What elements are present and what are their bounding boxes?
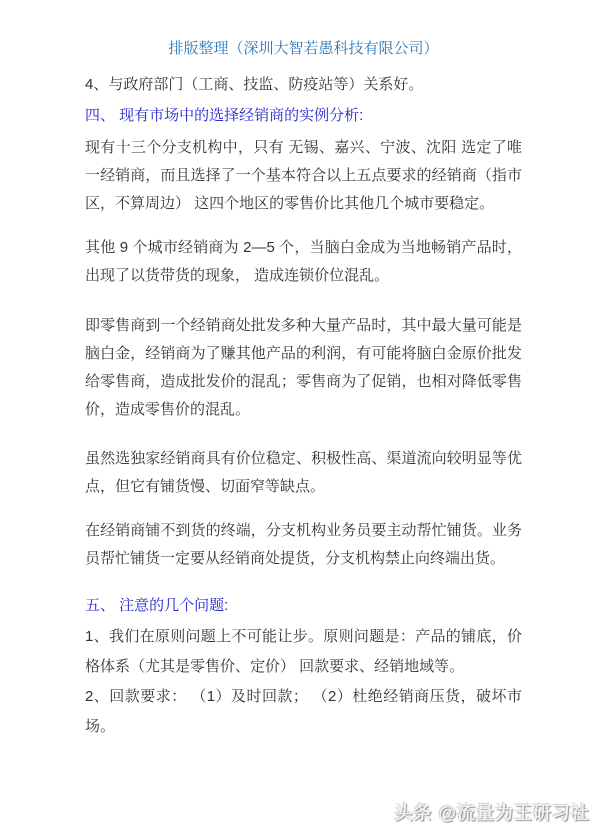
paragraph-case-analysis-3: 即零售商到一个经销商处批发多种大量产品时，其中最大量可能是脑白金，经销商为了赚其他产品的利润，有可能将脑白金原价批发给零售商，造成批发价的混乱；零售商为了促销，也相对降低零售价，造成零售价的混乱。	[85, 317, 522, 418]
section-heading-4: 四、 现有市场中的选择经销商的实例分析:	[85, 107, 364, 124]
note-item-2: 2、回款要求： （1）及时回款； （2）杜绝经销商压货，破坏市场。	[85, 688, 522, 735]
paragraph-case-analysis-1: 现有十三个分支机构中，只有 无锡、嘉兴、宁波、沈阳 选定了唯一经销商，而且选择了一个基本符合以上五点要求的经销商（指市区，不算周边） 这四个地区的零售价比其他几个城市要稳定。	[85, 139, 522, 212]
document-header-title: 排版整理（深圳大智若愚科技有限公司）	[168, 40, 439, 57]
section-heading-5: 五、 注意的几个问题:	[85, 597, 229, 614]
paragraph-case-analysis-2: 其他 9 个城市经销商为 2—5 个，当脑白金成为当地畅销产品时，出现了以货带货的现象， 造成连锁价位混乱。	[85, 239, 522, 284]
toutiao-watermark: 头条 @流量为王研习社	[394, 803, 590, 823]
paragraph-case-analysis-5: 在经销商铺不到货的终端，分支机构业务员要主动帮忙铺货。业务员帮忙铺货一定要从经销商处提货，分支机构禁止向终端出货。	[85, 522, 522, 567]
paragraph-case-analysis-4: 虽然选独家经销商具有价位稳定、积极性高、渠道流向较明显等优点，但它有铺货慢、切面窄等缺点。	[85, 450, 522, 495]
note-item-1: 1、我们在原则问题上不可能让步。原则问题是：产品的铺底，价格体系（尤其是零售价、定价） 回款要求、经销地域等。	[85, 628, 522, 675]
list-item-4: 4、与政府部门（工商、技监、防疫站等）关系好。	[85, 76, 424, 93]
